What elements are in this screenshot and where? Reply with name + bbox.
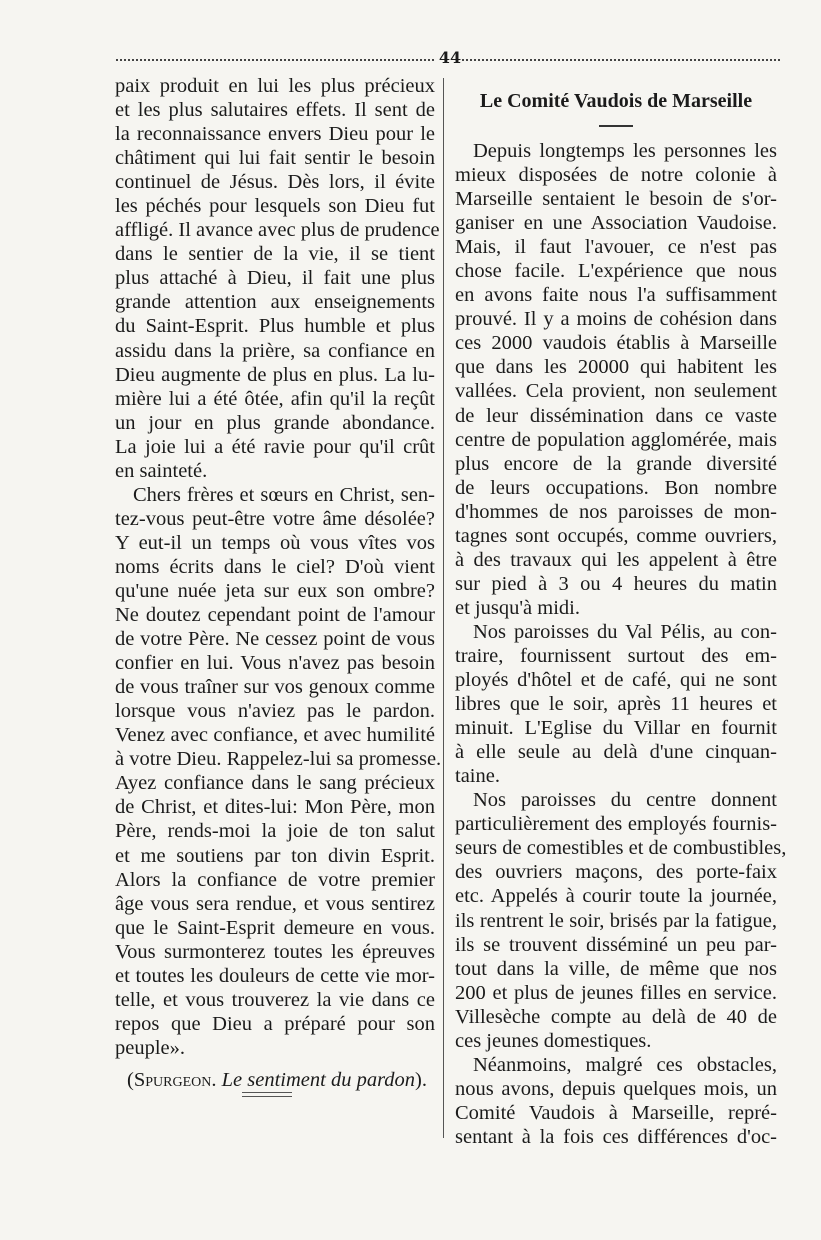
header-rule-right [462, 59, 780, 61]
column-divider [443, 78, 444, 1138]
text-line: un jour en plus grande abondance. [115, 411, 435, 434]
end-ornament [242, 1092, 292, 1100]
text-line: Nos paroisses du Val Pélis, au con- [473, 620, 777, 643]
text-line: sentant à la fois ces différences d'oc- [455, 1125, 777, 1148]
text-line: ils se trouvent disséminé un peu par- [455, 933, 777, 956]
text-line: 200 et plus de jeunes filles en service. [455, 981, 777, 1004]
text-line: Nos paroisses du centre donnent [473, 789, 777, 812]
text-line: libres que le soir, après 11 heures et [455, 693, 777, 716]
text-line: la reconnaissance envers Dieu pour le [115, 123, 435, 146]
text-line: Ne doutez cependant point de l'amour [115, 604, 435, 627]
text-line: les péchés pour lesquels son Dieu fut [115, 195, 435, 218]
text-line: et toutes les douleurs de cette vie mor- [115, 964, 435, 987]
source-attribution [115, 1068, 435, 1092]
text-line: Ayez confiance dans le sang précieux [115, 772, 435, 795]
text-line: de vous traîner sur vos genoux comme [115, 676, 435, 699]
text-line: ployés d'hôtel et de café, qui ne sont [455, 669, 777, 692]
text-line: qu'une nuée jeta sur eux son ombre? [115, 579, 435, 602]
right-column [455, 74, 787, 1149]
text-line: telle, et vous trouverez la vie dans ce [115, 988, 435, 1011]
text-line: Villesèche compte au delà de 40 de [455, 1005, 777, 1028]
text-line: etc. Appelés à courir toute la journée, [455, 885, 777, 908]
text-line: tez-vous peut-être votre âme désolée? [115, 507, 435, 530]
text-line: Marseille sentaient le besoin de s'or- [455, 188, 777, 211]
text-line: Comité Vaudois à Marseille, repré- [455, 1101, 777, 1124]
text-line: âge vous sera rendue, et vous sentirez [115, 892, 435, 915]
text-line: d'hommes de nos paroisses de mon- [455, 500, 777, 523]
text-line: en sainteté. [115, 459, 208, 482]
text-line: Depuis longtemps les personnes les [473, 140, 777, 162]
text-line: mière lui a été ôtée, afin qu'il la reçût [115, 387, 435, 410]
text-line: Chers frères et sœurs en Christ, sen- [133, 483, 435, 506]
text-line: tagnes sont occupés, comme ouvriers, [455, 524, 777, 547]
text-line: plus attaché à Dieu, il fait une plus [115, 267, 435, 290]
text-line: Y eut-il un temps où vous vîtes vos [115, 531, 435, 554]
source-author: (Spurgeon. [127, 1068, 217, 1091]
page-number: 44 [438, 48, 462, 67]
text-line: particulièrement des employés fournis- [455, 813, 777, 836]
text-line: à des travaux qui les appelent à être [455, 548, 777, 571]
text-line: et les plus salutaires effets. Il sent de [115, 99, 435, 122]
text-line: chose facile. L'expérience que nous [455, 260, 777, 283]
text-line: ces jeunes domestiques. [455, 1029, 652, 1052]
text-line: Mais, il faut l'avouer, ce n'est pas [455, 236, 777, 259]
text-line: que le Saint-Esprit demeure en vous. [115, 916, 435, 939]
text-line: de leurs occupations. Bon nombre [455, 476, 777, 499]
title-rule [599, 125, 633, 127]
source-close: ). [415, 1068, 427, 1091]
text-line: du Saint-Esprit. Plus humble et plus [115, 315, 435, 338]
text-line: La joie lui a été ravie pour qu'il crût [115, 435, 435, 458]
text-line: mieux disposées de notre colonie à [455, 164, 777, 187]
text-line: centre de population agglomérée, mais [455, 428, 777, 451]
text-line: à votre Dieu. Rappelez-lui sa promesse. [115, 748, 442, 771]
text-line: confier en lui. Vous n'avez pas besoin [115, 652, 435, 675]
text-line: châtiment qui lui fait sentir le besoin [115, 147, 435, 170]
text-line: et jusqu'à midi. [455, 596, 580, 619]
left-column [115, 74, 442, 1092]
text-line: sur pied à 3 ou 4 heures du matin [455, 572, 777, 595]
text-line: minuit. L'Eglise du Villar en fournit [455, 717, 777, 740]
text-line: nous avons, depuis quelques mois, un [455, 1077, 777, 1100]
text-line: Vous surmonterez toutes les épreuves [115, 940, 435, 963]
text-line: taine. [455, 765, 500, 788]
text-line: de Christ, et dites-lui: Mon Père, mon [115, 796, 435, 819]
text-line: repos que Dieu a préparé pour son [115, 1012, 435, 1035]
text-line: ils rentrent le soir, brisés par la fatigue, [455, 909, 777, 932]
text-line: de leur dissémination dans ce vaste [455, 404, 777, 427]
text-line: et me soutiens par ton divin Esprit. [115, 844, 435, 867]
article-title: Le Comité Vaudois de Marseille [479, 90, 753, 112]
text-line: plus encore de la grande diversité [455, 452, 777, 475]
text-line: Venez avec confiance, et avec humilité [115, 724, 435, 747]
text-line: seurs de comestibles et de combustibles, [455, 837, 787, 860]
text-line: Néanmoins, malgré ces obstacles, [473, 1053, 777, 1076]
text-line: des ouvriers maçons, des porte-faix [455, 861, 777, 884]
text-line: vallées. Cela provient, non seulement [455, 380, 777, 403]
text-line: Père, rends-moi la joie de ton salut [115, 820, 435, 843]
text-line: dans le sentier de la vie, il se tient [115, 243, 435, 266]
text-line: continuel de Jésus. Dès lors, il évite [115, 171, 435, 194]
text-line: tout dans la ville, de même que nos [455, 957, 777, 980]
text-line: que dans les 20000 qui habitent les [455, 356, 777, 379]
text-line: de votre Père. Ne cessez point de vous [115, 628, 435, 651]
text-line: affligé. Il avance avec plus de prudence [115, 219, 440, 242]
text-line: peuple». [115, 1036, 186, 1059]
text-line: grande attention aux enseignements [115, 291, 435, 314]
text-line: lorsque vous n'aviez pas le pardon. [115, 700, 435, 723]
text-line: noms écrits dans le ciel? D'où vient [115, 555, 435, 578]
text-line: paix produit en lui les plus précieux [115, 75, 435, 97]
text-line: ganiser en une Association Vaudoise. [455, 212, 777, 235]
text-line: ces 2000 vaudois établis à Marseille [455, 332, 777, 355]
text-line: traire, fournissent surtout des em- [455, 644, 777, 667]
source-title: Le sentiment du pardon [221, 1068, 416, 1091]
text-line: à elle seule au delà d'une cinquan- [455, 741, 777, 764]
text-line: Dieu augmente de plus en plus. La lu- [115, 363, 435, 386]
text-line: Alors la confiance de votre premier [115, 868, 435, 891]
text-line: assidu dans la prière, sa confiance en [115, 339, 435, 362]
page-header [110, 48, 790, 68]
text-line: prouvé. Il y a moins de cohésion dans [455, 308, 777, 331]
text-line: en avons faite nous l'a suffisamment [455, 284, 777, 307]
